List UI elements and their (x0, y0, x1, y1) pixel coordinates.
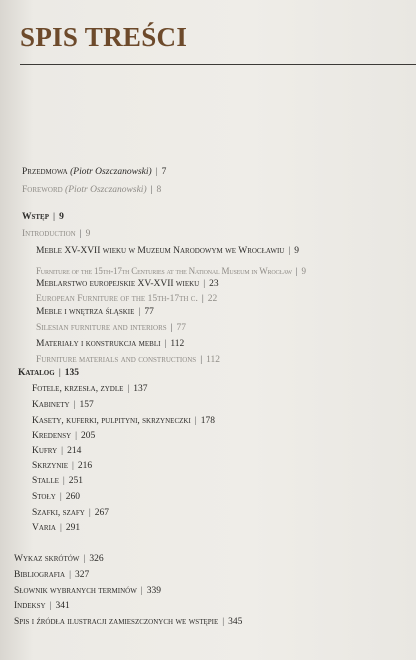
entry-label: Fotele, krzesła, zydle (32, 384, 124, 394)
entry-label: Varia (32, 523, 56, 533)
entry-page: 112 (170, 339, 185, 349)
entry-label: Silesian furniture and interiors (36, 323, 167, 333)
toc-entry-kasety: Kasety, kuferki, pulpityni, skrzyneczki | 178 (32, 416, 215, 426)
toc-entry-slownik: Słownik wybranych terminów | 339 (14, 586, 161, 596)
entry-label: Kufry (32, 446, 58, 456)
entry-label: Materiały i konstrukcja mebli (36, 339, 161, 349)
entry-label: Spis i źródła ilustracji zamieszczonych we wstępie (14, 617, 219, 627)
toc-entry-indeksy: Indeksy | 341 (14, 601, 70, 611)
entry-label: Introduction (22, 229, 76, 239)
entry-label: Wykaz skrótów (14, 554, 80, 564)
toc-entry-silesian-furniture: Silesian furniture and interiors | 77 (36, 323, 187, 333)
entry-page: 341 (55, 601, 70, 611)
entry-label: Meblarstwo europejskie XV-XVII wieku (36, 279, 200, 289)
entry-label: Stalle (32, 476, 59, 486)
entry-page: 9 (59, 212, 64, 222)
entry-page: 260 (65, 492, 80, 502)
toc-entry-introduction: Introduction | 9 (22, 229, 91, 239)
entry-author: Piotr Oszczanowski (73, 167, 149, 177)
entry-page: 77 (144, 307, 154, 317)
toc-entry-szafki: Szafki, szafy | 267 (32, 508, 109, 518)
entry-label: Katalog (18, 368, 55, 378)
title-rule (20, 64, 416, 65)
entry-page: 135 (64, 368, 80, 378)
toc-entry-meble-slaskie: Meble i wnętrza śląskie | 77 (36, 307, 154, 317)
entry-page: 77 (176, 323, 187, 333)
entry-label: Furniture materials and constructions (36, 355, 197, 365)
entry-label: Skrzynie (32, 461, 69, 471)
entry-label: Foreword (22, 185, 63, 195)
toc-entry-stalle: Stalle | 251 (32, 476, 84, 486)
entry-label: Bibliografia (14, 570, 66, 580)
entry-page: 157 (79, 400, 94, 410)
entry-page: 23 (209, 279, 219, 289)
entry-label: European Furniture of the 15th-17th c. (36, 294, 198, 304)
entry-page: 8 (156, 185, 162, 195)
toc-entry-skrzynie: Skrzynie | 216 (32, 461, 93, 471)
entry-label: Kredensy (32, 431, 72, 441)
entry-page: 205 (81, 431, 96, 441)
entry-page: 291 (65, 523, 81, 533)
entry-page: 326 (89, 554, 104, 564)
toc-entry-kabinety: Kabinety | 157 (32, 400, 94, 410)
toc-entry-stoly: Stoły | 260 (32, 492, 80, 502)
toc-entry-meble-xv-xvii: Meble XV-XVII wieku w Muzeum Narodowym we Wrocławiu | 9 (36, 246, 300, 256)
toc-entry-spis-ilustracji: Spis i źródła ilustracji zamieszczonych we wstępie | 345 (14, 617, 243, 627)
entry-page: 214 (67, 446, 82, 456)
entry-label: Stoły (32, 492, 56, 502)
entry-page: 327 (74, 570, 90, 580)
toc-entry-furniture-15-17: Furniture of the 15th-17th Centuries at the National Museum in Wrocław | 9 (36, 266, 306, 276)
toc-entry-varia: Varia | 291 (32, 523, 81, 533)
entry-label: Wstęp (22, 212, 50, 222)
toc-entry-kredensy: Kredensy | 205 (32, 431, 96, 441)
entry-page: 251 (68, 476, 84, 486)
toc-entry-fotele: Fotele, krzesła, zydle | 137 (32, 384, 148, 394)
toc-entry-kufry: Kufry | 214 (32, 446, 82, 456)
entry-page: 22 (207, 294, 218, 304)
entry-label: Meble i wnętrza śląskie (36, 307, 135, 317)
entry-page: 345 (228, 617, 243, 627)
entry-label: Kabinety (32, 400, 70, 410)
toc-entry-wstep: Wstęp | 9 (22, 212, 64, 222)
toc-entry-wykaz-skrotow: Wykaz skrótów | 326 (14, 554, 104, 564)
entry-label: Przedmowa (22, 167, 68, 177)
page-title: SPIS TREŚCI (20, 22, 188, 52)
entry-page: 7 (161, 167, 167, 177)
entry-page: 178 (200, 416, 215, 426)
entry-page: 112 (206, 355, 221, 365)
toc-entry-katalog: Katalog | 135 (18, 368, 80, 378)
entry-page: 216 (77, 461, 93, 471)
entry-label: Szafki, szafy (32, 508, 85, 518)
toc-entry-foreword: Foreword (Piotr Oszczanowski) | 8 (22, 185, 162, 195)
entry-label: Słownik wybranych terminów (14, 586, 137, 596)
toc-entry-bibliografia: Bibliografia | 327 (14, 570, 90, 580)
toc-entry-materialy: Materiały i konstrukcja mebli | 112 (36, 339, 185, 349)
entry-page: 339 (146, 586, 161, 596)
entry-label: Furniture of the 15th-17th Centuries at the National Museum in Wrocław (36, 266, 292, 276)
entry-page: 267 (94, 508, 109, 518)
toc-entry-meblarstwo: Meblarstwo europejskie XV-XVII wieku | 23 (36, 279, 219, 289)
entry-author: Piotr Oszczanowski (68, 185, 144, 195)
entry-label: Kasety, kuferki, pulpityni, skrzyneczki (32, 416, 191, 426)
entry-page: 9 (85, 229, 91, 239)
toc-entry-furniture-materials: Furniture materials and constructions | 112 (36, 355, 221, 365)
entry-label: Indeksy (14, 601, 46, 611)
toc-entry-przedmowa: Przedmowa (Piotr Oszczanowski) | 7 (22, 167, 167, 177)
entry-page: 137 (133, 384, 148, 394)
toc-entry-european-furniture: European Furniture of the 15th-17th c. | 22 (36, 294, 218, 304)
entry-page: 9 (294, 246, 300, 256)
entry-page: 9 (301, 266, 306, 276)
entry-label: Meble XV-XVII wieku w Muzeum Narodowym we Wrocławiu (36, 246, 285, 256)
